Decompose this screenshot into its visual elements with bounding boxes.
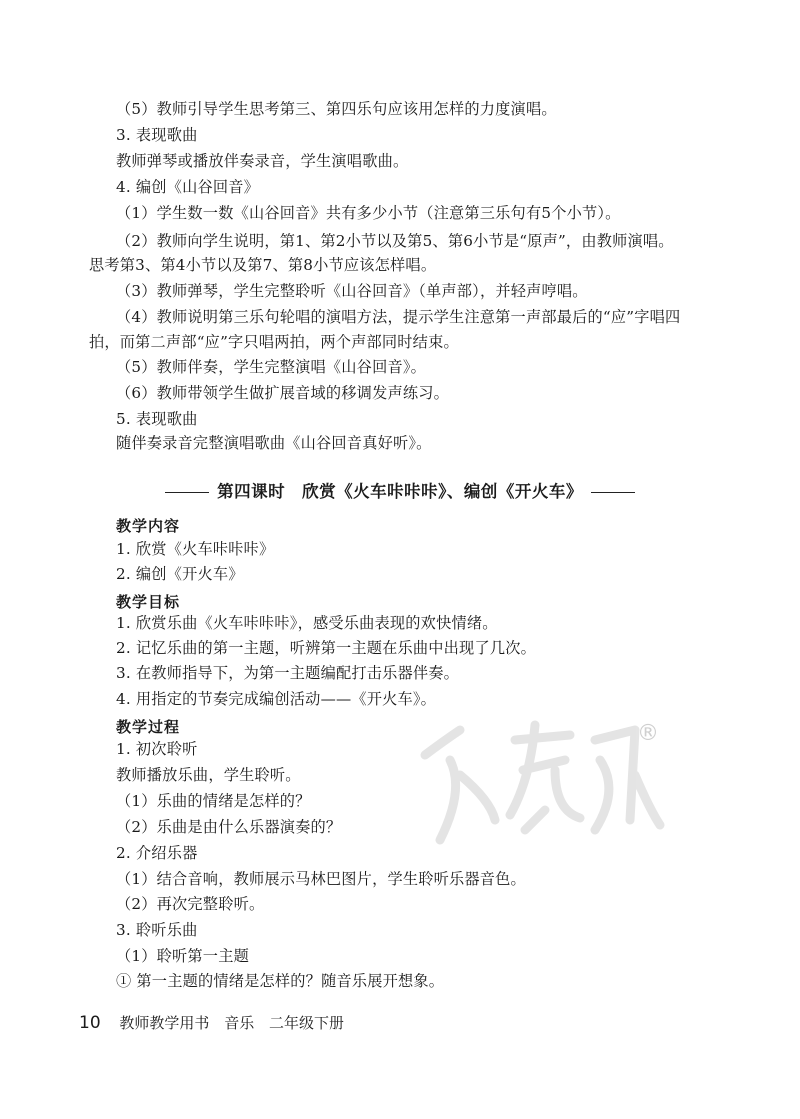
text-line: ① 第一主题的情绪是怎样的？随音乐展开想象。 — [116, 972, 445, 990]
list-item: 1. 欣赏《火车咔咔咔》 — [116, 540, 275, 558]
publisher-watermark — [405, 700, 665, 850]
subsection-title: 1. 初次聆听 — [116, 740, 198, 758]
text-line: 教师弹琴或播放伴奏录音，学生演唱歌曲。 — [116, 152, 409, 170]
grade-label: 二年级下册 — [269, 1014, 345, 1032]
text-line: 思考第3、第4小节以及第7、第8小节应该怎样唱。 — [89, 256, 437, 274]
text-line: （2）乐曲是由什么乐器演奏的？ — [116, 818, 342, 836]
text-line: （4）教师说明第三乐句轮唱的演唱方法，提示学生注意第一声部最后的“应”字唱四 — [116, 308, 681, 326]
list-item: 4. 用指定的节奏完成编创活动——《开火车》。 — [116, 690, 437, 708]
list-item: 1. 欣赏乐曲《火车咔咔咔》，感受乐曲表现的欢快情绪。 — [116, 614, 498, 632]
list-item: 3. 在教师指导下，为第一主题编配打击乐器伴奏。 — [116, 664, 460, 682]
text-line: （5）教师引导学生思考第三、第四乐句应该用怎样的力度演唱。 — [116, 100, 557, 118]
section-heading — [0, 478, 800, 502]
goals-heading: 教学目标 — [116, 593, 181, 611]
subsection-title: 3. 表现歌曲 — [116, 126, 198, 144]
subsection-title: 3. 聆听乐曲 — [116, 921, 198, 939]
text-line: （1）聆听第一主题 — [116, 947, 249, 965]
text-line: （5）教师伴奏，学生完整演唱《山谷回音》。 — [116, 358, 427, 376]
registered-mark: ® — [637, 721, 659, 746]
text-line: （2）再次完整聆听。 — [116, 895, 265, 913]
text-line: （6）教师带领学生做扩展音域的移调发声练习。 — [116, 384, 450, 402]
list-item: 2. 记忆乐曲的第一主题，听辨第一主题在乐曲中出现了几次。 — [116, 639, 536, 657]
subject-name: 音乐 — [224, 1014, 255, 1032]
text-line: （1）学生数一数《山谷回音》共有多少小节（注意第三乐句有5个小节）。 — [116, 204, 621, 222]
heading-rule-right — [591, 492, 635, 493]
subsection-title: 4. 编创《山谷回音》 — [116, 178, 260, 196]
text-line: （1）结合音响，教师展示马林巴图片，学生聆听乐器音色。 — [116, 870, 526, 888]
text-line: 拍，而第二声部“应”字只唱两拍，两个声部同时结束。 — [89, 333, 459, 351]
text-line: （2）教师向学生说明，第1、第2小节以及第5、第6小节是“原声”，由教师演唱。 — [116, 232, 674, 250]
page-footer — [79, 1012, 354, 1033]
process-heading: 教学过程 — [116, 718, 181, 736]
text-line: 教师播放乐曲，学生聆听。 — [116, 766, 301, 784]
page-number: 10 — [79, 1013, 101, 1033]
content-heading: 教学内容 — [116, 517, 181, 535]
text-line: 随伴奏录音完整演唱歌曲《山谷回音真好听》。 — [116, 434, 432, 452]
heading-rule-left — [165, 492, 209, 493]
text-line: （1）乐曲的情绪是怎样的？ — [116, 792, 311, 810]
book-title: 教师教学用书 — [119, 1014, 210, 1032]
subsection-title: 5. 表现歌曲 — [116, 410, 198, 428]
text-line: （3）教师弹琴，学生完整聆听《山谷回音》（单声部），并轻声哼唱。 — [116, 282, 588, 300]
subsection-title: 2. 介绍乐器 — [116, 844, 198, 862]
section-title: 第四课时 欣赏《火车咔咔咔》、编创《开火车》 — [217, 482, 583, 501]
list-item: 2. 编创《开火车》 — [116, 565, 244, 583]
